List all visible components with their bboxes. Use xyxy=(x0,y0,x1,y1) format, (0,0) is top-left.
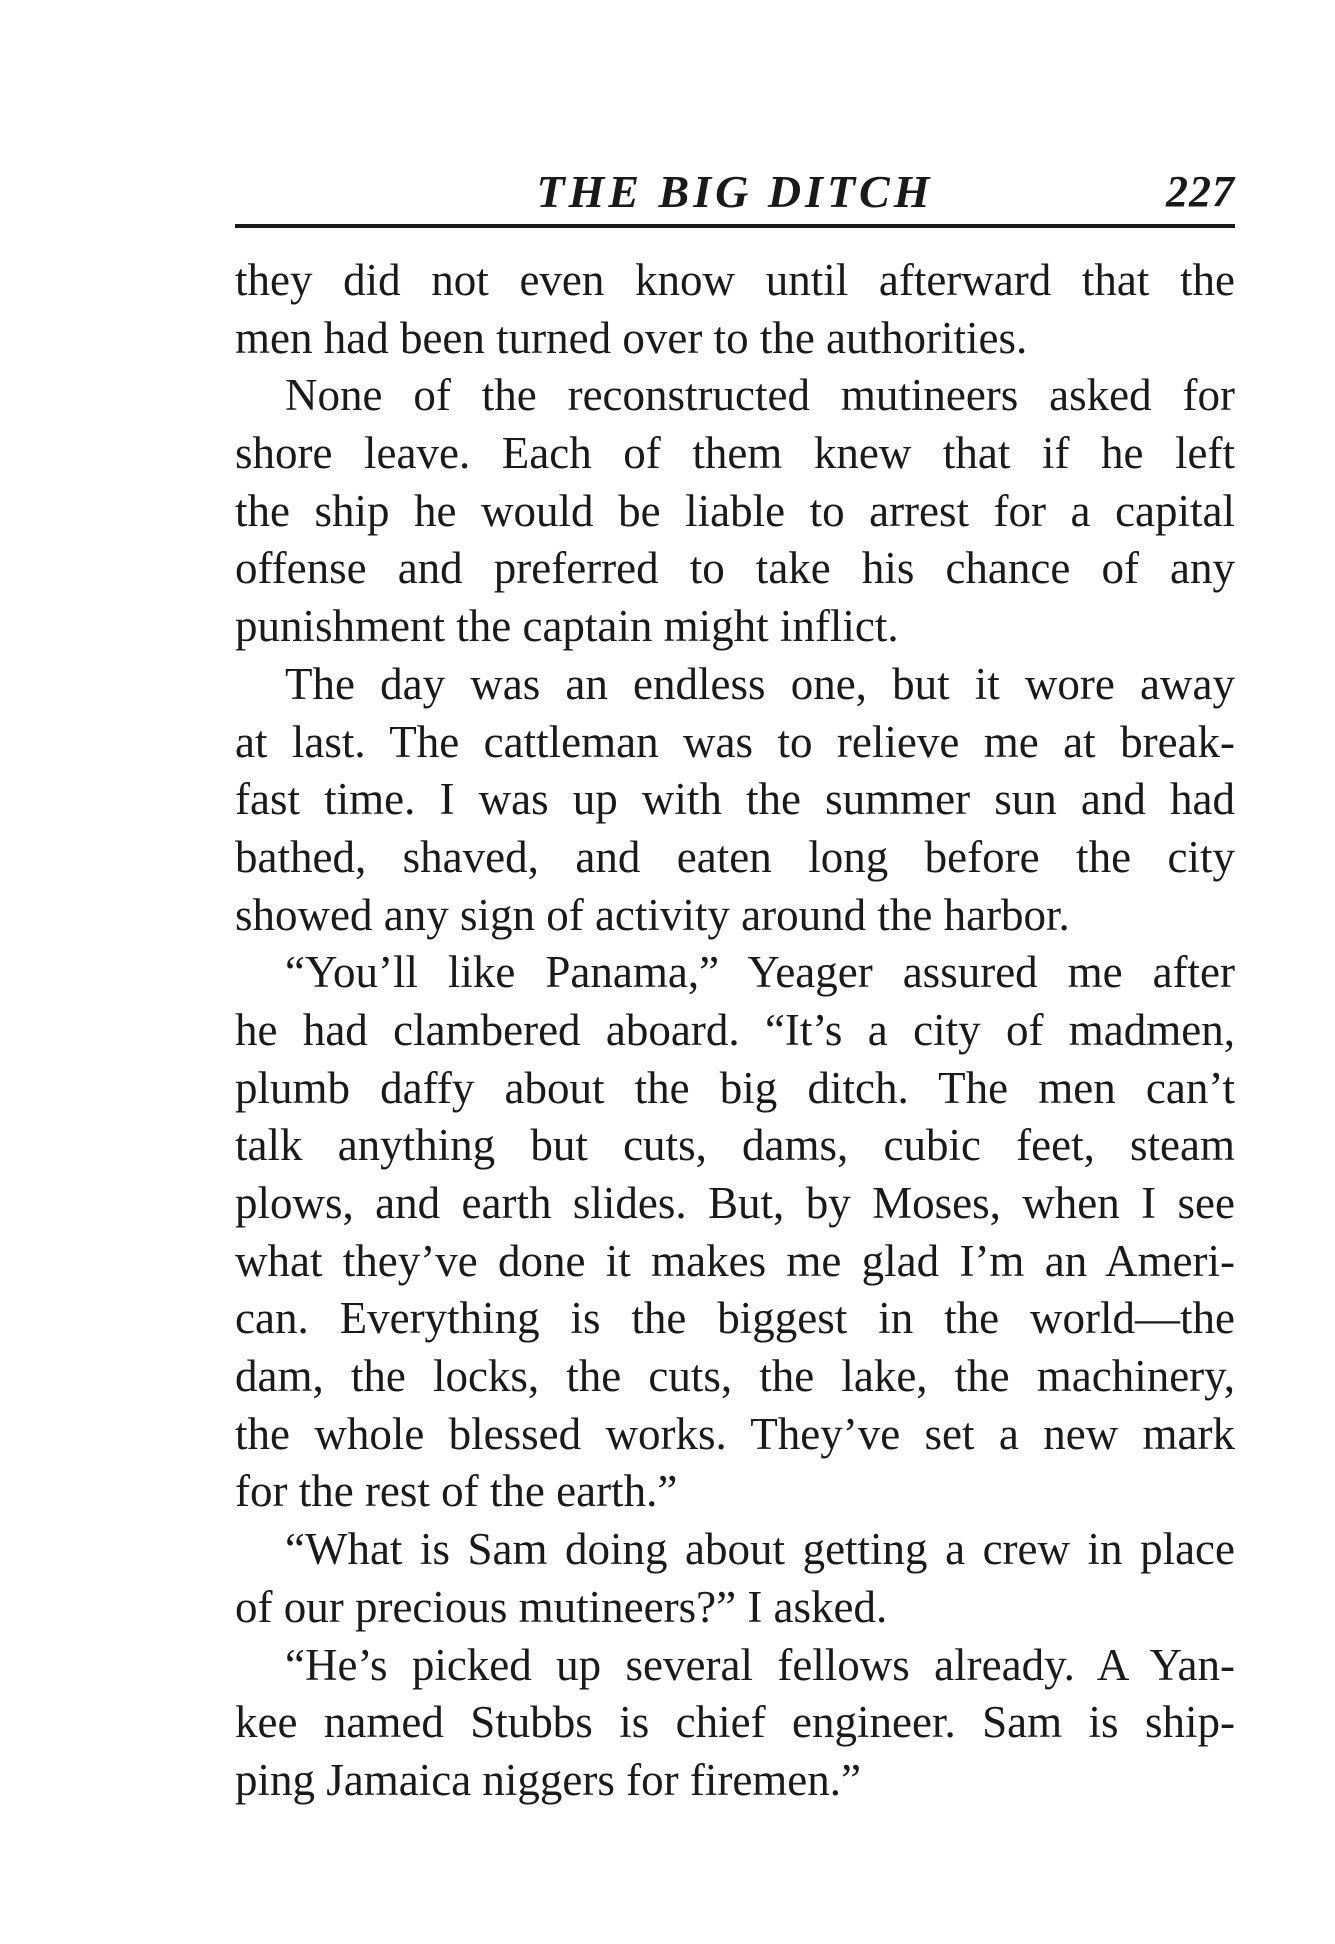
text-line: what they’ve done it makes me glad I’m an Ameri- xyxy=(235,1235,1235,1286)
text-line: talk anything but cuts, dams, cubic feet, steam xyxy=(235,1120,1235,1171)
text-line: “What is Sam doing about getting a crew in place xyxy=(285,1524,1235,1575)
text-line: the ship he would be liable to arrest for a capital xyxy=(235,485,1235,536)
text-line: ping Jamaica niggers for firemen.” xyxy=(235,1754,862,1805)
text-line: they did not even know until afterward that the xyxy=(235,255,1235,305)
text-line: punishment the captain might inflict. xyxy=(235,601,899,652)
text-line: he had clambered aboard. “It’s a city of madmen, xyxy=(235,1004,1235,1055)
text-line: of our precious mutineers?” I asked. xyxy=(235,1581,888,1632)
text-line: offense and preferred to take his chance of any xyxy=(235,543,1235,594)
text-line: men had been turned over to the authorities. xyxy=(235,312,1028,363)
page-number: 227 xyxy=(1166,167,1235,216)
text-line: the whole blessed works. They’ve set a new mark xyxy=(235,1408,1235,1459)
text-line: “He’s picked up several fellows already. A Yan- xyxy=(285,1639,1235,1690)
text-line: The day was an endless one, but it wore away xyxy=(285,658,1235,709)
running-head xyxy=(235,162,1235,222)
text-line: plumb daffy about the big ditch. The men can’t xyxy=(235,1062,1235,1113)
text-line: “You’ll like Panama,” Yeager assured me after xyxy=(285,947,1235,998)
text-line: None of the reconstructed mutineers asked for xyxy=(285,370,1235,421)
running-title: THE BIG DITCH xyxy=(536,166,934,217)
text-line: for the rest of the earth.” xyxy=(235,1466,678,1517)
text-line: kee named Stubbs is chief engineer. Sam is ship- xyxy=(235,1697,1235,1748)
text-line: at last. The cattleman was to relieve me at break- xyxy=(235,716,1235,767)
header-rule xyxy=(235,224,1235,228)
text-line: plows, and earth slides. But, by Moses, when I see xyxy=(235,1178,1235,1228)
body-text xyxy=(235,252,1235,1810)
text-line: fast time. I was up with the summer sun and had xyxy=(235,774,1235,825)
text-line: dam, the locks, the cuts, the lake, the machinery, xyxy=(235,1351,1235,1402)
text-line: showed any sign of activity around the harbor. xyxy=(235,889,1070,940)
text-line: shore leave. Each of them knew that if he left xyxy=(235,428,1235,479)
text-line: can. Everything is the biggest in the world—the xyxy=(235,1293,1235,1344)
text-line: bathed, shaved, and eaten long before the city xyxy=(235,831,1235,882)
